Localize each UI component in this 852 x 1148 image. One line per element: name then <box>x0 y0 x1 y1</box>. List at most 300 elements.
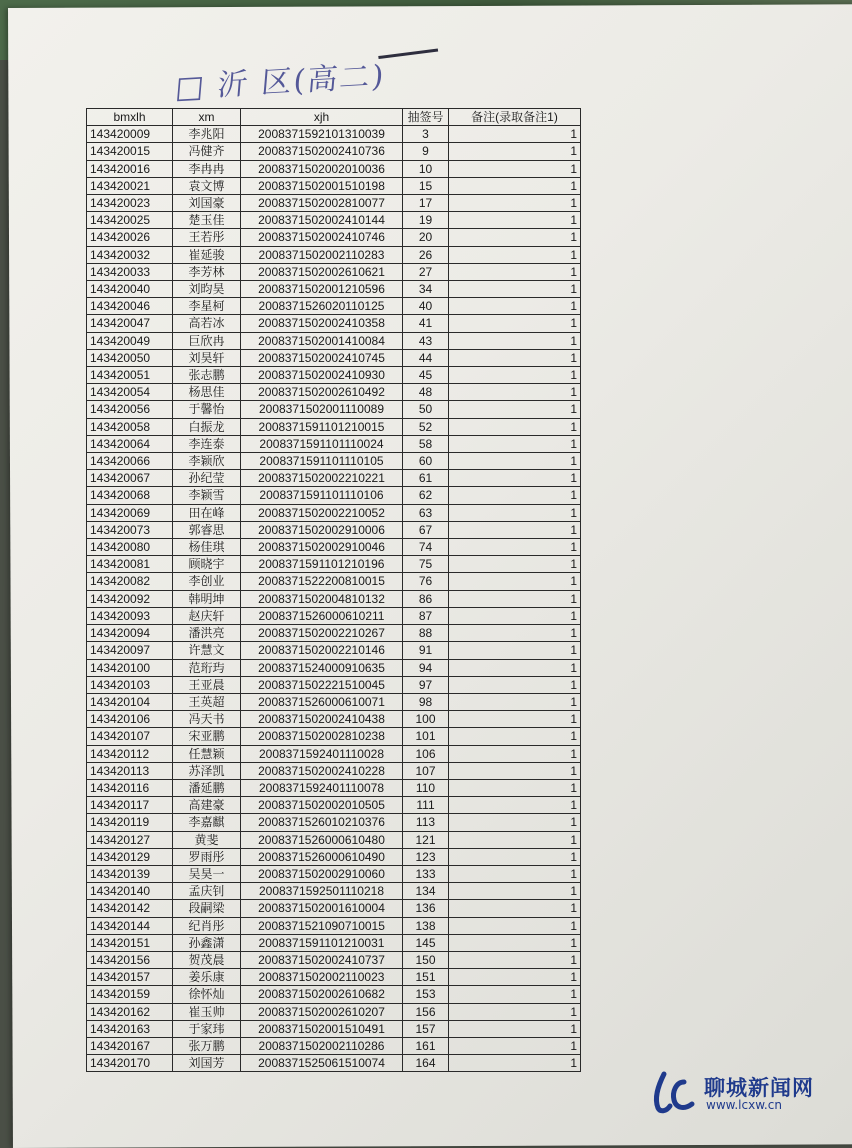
cell-bmxlh: 143420119 <box>87 814 173 831</box>
cell-bmxlh: 143420159 <box>87 986 173 1003</box>
cell-bmxlh: 143420167 <box>87 1037 173 1054</box>
cell-name: 苏泽凯 <box>173 762 241 779</box>
table-row <box>87 453 581 470</box>
cell-remark: 1 <box>449 951 581 968</box>
cell-remark: 1 <box>449 177 581 194</box>
cell-xjh: 2008371502002910060 <box>241 865 403 882</box>
cell-bmxlh: 143420040 <box>87 281 173 298</box>
cell-remark: 1 <box>449 1055 581 1072</box>
cell-bmxlh: 143420015 <box>87 143 173 160</box>
cell-bmxlh: 143420113 <box>87 762 173 779</box>
table-row <box>87 143 581 160</box>
table-row <box>87 762 581 779</box>
cell-xjh: 2008371502002110283 <box>241 246 403 263</box>
cell-bmxlh: 143420151 <box>87 934 173 951</box>
table-row <box>87 470 581 487</box>
column-header-remark: 备注(录取备注1) <box>449 109 581 126</box>
cell-name: 杨思佳 <box>173 384 241 401</box>
cell-xjh: 2008371526020110125 <box>241 298 403 315</box>
cell-remark: 1 <box>449 917 581 934</box>
table-row <box>87 263 581 280</box>
table-row <box>87 195 581 212</box>
table-row <box>87 986 581 1003</box>
cell-bmxlh: 143420073 <box>87 521 173 538</box>
cell-remark: 1 <box>449 865 581 882</box>
cell-remark: 1 <box>449 418 581 435</box>
cell-draw-number: 40 <box>403 298 449 315</box>
cell-remark: 1 <box>449 281 581 298</box>
cell-name: 顾晓宇 <box>173 556 241 573</box>
cell-xjh: 2008371502002410745 <box>241 349 403 366</box>
cell-bmxlh: 143420140 <box>87 883 173 900</box>
cell-name: 姜乐康 <box>173 969 241 986</box>
cell-xjh: 2008371591101210015 <box>241 418 403 435</box>
cell-name: 吴昊一 <box>173 865 241 882</box>
cell-bmxlh: 143420069 <box>87 504 173 521</box>
cell-draw-number: 44 <box>403 349 449 366</box>
cell-name: 张志鹏 <box>173 367 241 384</box>
cell-draw-number: 60 <box>403 453 449 470</box>
cell-draw-number: 111 <box>403 797 449 814</box>
cell-xjh: 2008371591101110106 <box>241 487 403 504</box>
cell-name: 李星柯 <box>173 298 241 315</box>
cell-bmxlh: 143420156 <box>87 951 173 968</box>
cell-xjh: 2008371526000610480 <box>241 831 403 848</box>
table-row <box>87 934 581 951</box>
cell-remark: 1 <box>449 246 581 263</box>
column-header-bmxlh: bmxlh <box>87 109 173 126</box>
table-row <box>87 745 581 762</box>
cell-name: 张万鹏 <box>173 1037 241 1054</box>
cell-bmxlh: 143420112 <box>87 745 173 762</box>
cell-remark: 1 <box>449 367 581 384</box>
cell-draw-number: 63 <box>403 504 449 521</box>
cell-name: 孙纪莹 <box>173 470 241 487</box>
cell-name: 高建豪 <box>173 797 241 814</box>
cell-name: 潘延鹏 <box>173 779 241 796</box>
cell-xjh: 2008371502002110286 <box>241 1037 403 1054</box>
cell-bmxlh: 143420058 <box>87 418 173 435</box>
cell-remark: 1 <box>449 900 581 917</box>
cell-draw-number: 43 <box>403 332 449 349</box>
cell-remark: 1 <box>449 590 581 607</box>
cell-name: 李芳林 <box>173 263 241 280</box>
cell-bmxlh: 143420162 <box>87 1003 173 1020</box>
cell-name: 韩明坤 <box>173 590 241 607</box>
cell-xjh: 2008371502002610621 <box>241 263 403 280</box>
cell-xjh: 2008371591101110105 <box>241 453 403 470</box>
cell-name: 刘国豪 <box>173 195 241 212</box>
cell-bmxlh: 143420064 <box>87 435 173 452</box>
cell-draw-number: 17 <box>403 195 449 212</box>
cell-bmxlh: 143420033 <box>87 263 173 280</box>
cell-remark: 1 <box>449 642 581 659</box>
cell-name: 徐怀灿 <box>173 986 241 1003</box>
cell-bmxlh: 143420106 <box>87 711 173 728</box>
cell-remark: 1 <box>449 848 581 865</box>
cell-remark: 1 <box>449 1020 581 1037</box>
table-row <box>87 779 581 796</box>
cell-name: 段嗣梁 <box>173 900 241 917</box>
cell-draw-number: 15 <box>403 177 449 194</box>
cell-remark: 1 <box>449 384 581 401</box>
cell-draw-number: 133 <box>403 865 449 882</box>
watermark-site-name: 聊城新闻网 <box>704 1076 814 1100</box>
cell-xjh: 2008371502004810132 <box>241 590 403 607</box>
cell-name: 罗雨彤 <box>173 848 241 865</box>
cell-name: 李创业 <box>173 573 241 590</box>
cell-bmxlh: 143420104 <box>87 693 173 710</box>
cell-name: 李颖雪 <box>173 487 241 504</box>
cell-remark: 1 <box>449 693 581 710</box>
cell-draw-number: 106 <box>403 745 449 762</box>
cell-name: 刘昀昊 <box>173 281 241 298</box>
table-row <box>87 126 581 143</box>
cell-remark: 1 <box>449 986 581 1003</box>
cell-xjh: 2008371526010210376 <box>241 814 403 831</box>
cell-remark: 1 <box>449 831 581 848</box>
cell-name: 崔延骏 <box>173 246 241 263</box>
cell-bmxlh: 143420082 <box>87 573 173 590</box>
cell-bmxlh: 143420163 <box>87 1020 173 1037</box>
cell-bmxlh: 143420021 <box>87 177 173 194</box>
cell-bmxlh: 143420080 <box>87 539 173 556</box>
cell-name: 于馨怡 <box>173 401 241 418</box>
cell-bmxlh: 143420117 <box>87 797 173 814</box>
table-row <box>87 435 581 452</box>
table-row <box>87 865 581 882</box>
cell-draw-number: 136 <box>403 900 449 917</box>
cell-draw-number: 164 <box>403 1055 449 1072</box>
table-row <box>87 229 581 246</box>
cell-draw-number: 91 <box>403 642 449 659</box>
cell-remark: 1 <box>449 195 581 212</box>
cell-draw-number: 50 <box>403 401 449 418</box>
cell-bmxlh: 143420067 <box>87 470 173 487</box>
cell-draw-number: 134 <box>403 883 449 900</box>
table-row <box>87 625 581 642</box>
cell-xjh: 2008371524000910635 <box>241 659 403 676</box>
table-row <box>87 556 581 573</box>
cell-name: 崔玉帅 <box>173 1003 241 1020</box>
table-row <box>87 504 581 521</box>
cell-draw-number: 9 <box>403 143 449 160</box>
cell-bmxlh: 143420051 <box>87 367 173 384</box>
cell-draw-number: 153 <box>403 986 449 1003</box>
cell-xjh: 2008371502002010505 <box>241 797 403 814</box>
cell-draw-number: 88 <box>403 625 449 642</box>
cell-xjh: 2008371525061510074 <box>241 1055 403 1072</box>
table-row <box>87 401 581 418</box>
table-row <box>87 728 581 745</box>
table-row <box>87 246 581 263</box>
table-row <box>87 642 581 659</box>
cell-remark: 1 <box>449 539 581 556</box>
cell-remark: 1 <box>449 1037 581 1054</box>
cell-name: 赵庆轩 <box>173 607 241 624</box>
cell-name: 冯天书 <box>173 711 241 728</box>
table-row <box>87 883 581 900</box>
cell-draw-number: 10 <box>403 160 449 177</box>
cell-remark: 1 <box>449 298 581 315</box>
cell-remark: 1 <box>449 745 581 762</box>
cell-draw-number: 113 <box>403 814 449 831</box>
cell-xjh: 2008371522200810015 <box>241 573 403 590</box>
cell-xjh: 2008371502001210596 <box>241 281 403 298</box>
cell-remark: 1 <box>449 1003 581 1020</box>
table-row <box>87 539 581 556</box>
cell-name: 刘昊轩 <box>173 349 241 366</box>
table-row <box>87 900 581 917</box>
student-roster-table <box>86 108 581 1072</box>
table-row <box>87 831 581 848</box>
lc-logo-icon <box>650 1068 700 1116</box>
cell-bmxlh: 143420047 <box>87 315 173 332</box>
cell-name: 王若彤 <box>173 229 241 246</box>
cell-remark: 1 <box>449 143 581 160</box>
cell-bmxlh: 143420009 <box>87 126 173 143</box>
cell-bmxlh: 143420094 <box>87 625 173 642</box>
cell-draw-number: 98 <box>403 693 449 710</box>
cell-draw-number: 34 <box>403 281 449 298</box>
cell-draw-number: 20 <box>403 229 449 246</box>
cell-xjh: 2008371591101110024 <box>241 435 403 452</box>
cell-name: 纪肖彤 <box>173 917 241 934</box>
cell-remark: 1 <box>449 263 581 280</box>
table-row <box>87 573 581 590</box>
cell-name: 范珩玙 <box>173 659 241 676</box>
cell-xjh: 2008371502002410438 <box>241 711 403 728</box>
table-row <box>87 711 581 728</box>
table-row <box>87 367 581 384</box>
table-row <box>87 281 581 298</box>
cell-bmxlh: 143420016 <box>87 160 173 177</box>
cell-bmxlh: 143420066 <box>87 453 173 470</box>
cell-bmxlh: 143420097 <box>87 642 173 659</box>
cell-name: 潘洪亮 <box>173 625 241 642</box>
cell-draw-number: 87 <box>403 607 449 624</box>
cell-name: 高若冰 <box>173 315 241 332</box>
cell-draw-number: 74 <box>403 539 449 556</box>
cell-remark: 1 <box>449 779 581 796</box>
cell-remark: 1 <box>449 126 581 143</box>
cell-remark: 1 <box>449 332 581 349</box>
cell-remark: 1 <box>449 504 581 521</box>
cell-name: 巨欣冉 <box>173 332 241 349</box>
table-row <box>87 1055 581 1072</box>
cell-remark: 1 <box>449 676 581 693</box>
cell-xjh: 2008371502002110023 <box>241 969 403 986</box>
cell-bmxlh: 143420093 <box>87 607 173 624</box>
cell-name: 李颖欣 <box>173 453 241 470</box>
handwritten-note-text: □ 沂 区(高二) <box>173 58 387 106</box>
cell-name: 宋亚鹏 <box>173 728 241 745</box>
cell-name: 许慧文 <box>173 642 241 659</box>
cell-xjh: 2008371591101210196 <box>241 556 403 573</box>
cell-remark: 1 <box>449 160 581 177</box>
cell-remark: 1 <box>449 229 581 246</box>
cell-draw-number: 67 <box>403 521 449 538</box>
cell-remark: 1 <box>449 556 581 573</box>
table-row <box>87 814 581 831</box>
cell-draw-number: 26 <box>403 246 449 263</box>
cell-name: 袁文博 <box>173 177 241 194</box>
table-row <box>87 969 581 986</box>
cell-name: 李兆阳 <box>173 126 241 143</box>
table-row <box>87 659 581 676</box>
cell-draw-number: 150 <box>403 951 449 968</box>
cell-bmxlh: 143420025 <box>87 212 173 229</box>
cell-draw-number: 110 <box>403 779 449 796</box>
cell-draw-number: 62 <box>403 487 449 504</box>
cell-xjh: 2008371591101210031 <box>241 934 403 951</box>
cell-remark: 1 <box>449 728 581 745</box>
cell-remark: 1 <box>449 487 581 504</box>
cell-draw-number: 3 <box>403 126 449 143</box>
cell-name: 楚玉佳 <box>173 212 241 229</box>
cell-name: 李嘉麒 <box>173 814 241 831</box>
cell-draw-number: 19 <box>403 212 449 229</box>
cell-bmxlh: 143420103 <box>87 676 173 693</box>
column-header-xm: xm <box>173 109 241 126</box>
cell-remark: 1 <box>449 349 581 366</box>
cell-remark: 1 <box>449 453 581 470</box>
cell-remark: 1 <box>449 212 581 229</box>
cell-draw-number: 41 <box>403 315 449 332</box>
cell-draw-number: 58 <box>403 435 449 452</box>
cell-draw-number: 52 <box>403 418 449 435</box>
cell-bmxlh: 143420142 <box>87 900 173 917</box>
table-header-row <box>87 109 581 126</box>
cell-remark: 1 <box>449 607 581 624</box>
cell-remark: 1 <box>449 470 581 487</box>
cell-xjh: 2008371502221510045 <box>241 676 403 693</box>
cell-name: 田在峰 <box>173 504 241 521</box>
cell-xjh: 2008371502002010036 <box>241 160 403 177</box>
cell-name: 王亚晨 <box>173 676 241 693</box>
cell-bmxlh: 143420127 <box>87 831 173 848</box>
table-row <box>87 951 581 968</box>
cell-bmxlh: 143420139 <box>87 865 173 882</box>
cell-bmxlh: 143420100 <box>87 659 173 676</box>
cell-name: 刘国芳 <box>173 1055 241 1072</box>
cell-bmxlh: 143420092 <box>87 590 173 607</box>
cell-xjh: 2008371502002410144 <box>241 212 403 229</box>
table-row <box>87 1003 581 1020</box>
table-row <box>87 160 581 177</box>
cell-remark: 1 <box>449 797 581 814</box>
cell-xjh: 2008371502002210052 <box>241 504 403 521</box>
table-row <box>87 332 581 349</box>
cell-remark: 1 <box>449 315 581 332</box>
cell-xjh: 2008371502002610682 <box>241 986 403 1003</box>
cell-xjh: 2008371502002610492 <box>241 384 403 401</box>
cell-draw-number: 27 <box>403 263 449 280</box>
cell-bmxlh: 143420050 <box>87 349 173 366</box>
table-row <box>87 298 581 315</box>
cell-bmxlh: 143420026 <box>87 229 173 246</box>
cell-bmxlh: 143420157 <box>87 969 173 986</box>
table-row <box>87 1037 581 1054</box>
cell-name: 黄斐 <box>173 831 241 848</box>
cell-xjh: 2008371592401110028 <box>241 745 403 762</box>
cell-name: 冯健齐 <box>173 143 241 160</box>
cell-bmxlh: 143420144 <box>87 917 173 934</box>
site-watermark <box>650 1068 840 1118</box>
cell-xjh: 2008371502002210221 <box>241 470 403 487</box>
cell-xjh: 2008371502002210146 <box>241 642 403 659</box>
table-row <box>87 418 581 435</box>
cell-xjh: 2008371502002410737 <box>241 951 403 968</box>
cell-remark: 1 <box>449 521 581 538</box>
cell-bmxlh: 143420056 <box>87 401 173 418</box>
cell-xjh: 2008371502002810238 <box>241 728 403 745</box>
cell-xjh: 2008371521090710015 <box>241 917 403 934</box>
table-row <box>87 315 581 332</box>
cell-bmxlh: 143420023 <box>87 195 173 212</box>
cell-draw-number: 48 <box>403 384 449 401</box>
handwritten-note <box>158 44 458 115</box>
table-row <box>87 177 581 194</box>
table-row <box>87 676 581 693</box>
cell-draw-number: 157 <box>403 1020 449 1037</box>
cell-draw-number: 107 <box>403 762 449 779</box>
cell-remark: 1 <box>449 625 581 642</box>
cell-bmxlh: 143420054 <box>87 384 173 401</box>
cell-name: 郭睿思 <box>173 521 241 538</box>
cell-name: 李连泰 <box>173 435 241 452</box>
cell-name: 杨佳琪 <box>173 539 241 556</box>
cell-remark: 1 <box>449 762 581 779</box>
cell-name: 任慧颖 <box>173 745 241 762</box>
cell-name: 孟庆钊 <box>173 883 241 900</box>
cell-draw-number: 75 <box>403 556 449 573</box>
cell-remark: 1 <box>449 401 581 418</box>
cell-xjh: 2008371502001510491 <box>241 1020 403 1037</box>
table-row <box>87 1020 581 1037</box>
cell-xjh: 2008371526000610211 <box>241 607 403 624</box>
column-header-draw-number: 抽签号 <box>403 109 449 126</box>
cell-xjh: 2008371526000610071 <box>241 693 403 710</box>
table-row <box>87 212 581 229</box>
cell-xjh: 2008371502001610004 <box>241 900 403 917</box>
cell-xjh: 2008371502002410746 <box>241 229 403 246</box>
table-row <box>87 693 581 710</box>
cell-xjh: 2008371502002410358 <box>241 315 403 332</box>
cell-draw-number: 151 <box>403 969 449 986</box>
cell-remark: 1 <box>449 573 581 590</box>
cell-remark: 1 <box>449 659 581 676</box>
table-row <box>87 590 581 607</box>
cell-remark: 1 <box>449 814 581 831</box>
cell-xjh: 2008371526000610490 <box>241 848 403 865</box>
table-row <box>87 848 581 865</box>
cell-draw-number: 61 <box>403 470 449 487</box>
cell-name: 于家玮 <box>173 1020 241 1037</box>
cell-remark: 1 <box>449 435 581 452</box>
cell-xjh: 2008371592101310039 <box>241 126 403 143</box>
cell-xjh: 2008371502002810077 <box>241 195 403 212</box>
cell-xjh: 2008371502002210267 <box>241 625 403 642</box>
table-row <box>87 384 581 401</box>
cell-xjh: 2008371502002910006 <box>241 521 403 538</box>
cell-xjh: 2008371502002410736 <box>241 143 403 160</box>
cell-draw-number: 86 <box>403 590 449 607</box>
table-row <box>87 607 581 624</box>
cell-draw-number: 121 <box>403 831 449 848</box>
cell-bmxlh: 143420081 <box>87 556 173 573</box>
cell-bmxlh: 143420107 <box>87 728 173 745</box>
